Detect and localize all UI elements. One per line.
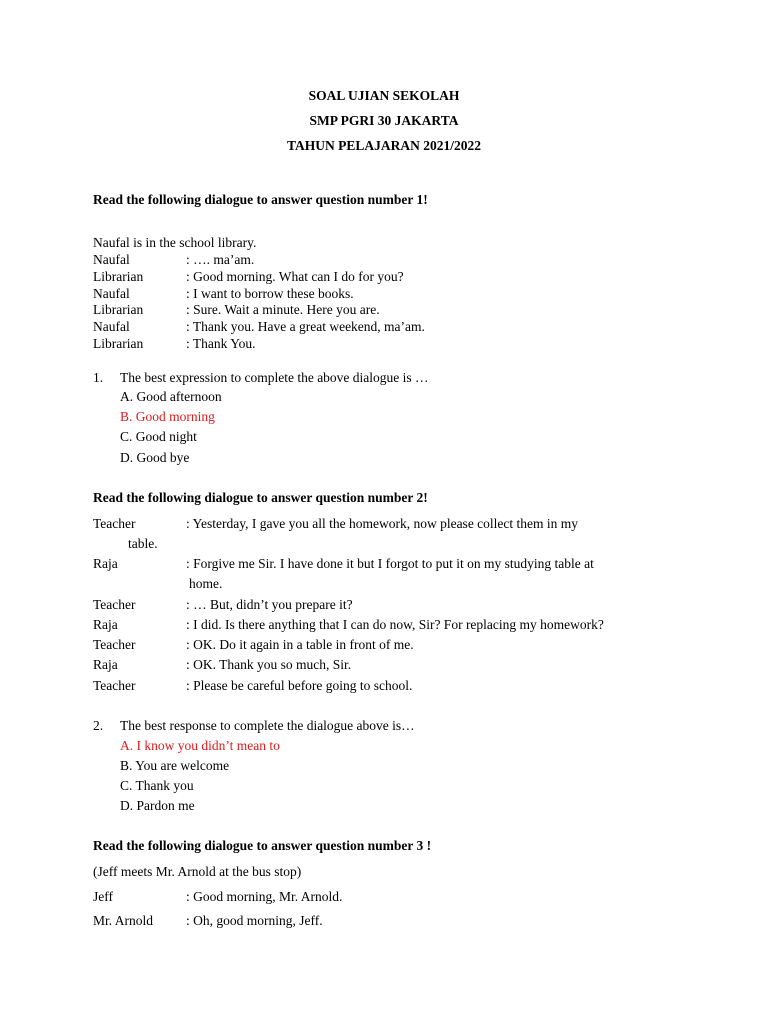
utterance: : Oh, good morning, Jeff. <box>186 913 323 928</box>
speaker: Librarian <box>93 302 144 317</box>
school-name: SMP PGRI 30 JAKARTA <box>309 113 459 128</box>
utterance: : OK. Thank you so much, Sir. <box>186 657 352 672</box>
speaker: Librarian <box>93 269 144 284</box>
q2-option-d[interactable]: D. Pardon me <box>120 798 195 813</box>
utterance: : …. ma’am. <box>186 252 255 267</box>
q1-instruction: Read the following dialogue to answer question number 1! <box>93 192 428 207</box>
utterance: : Good morning. What can I do for you? <box>186 269 404 284</box>
dialogue-line <box>93 913 323 929</box>
q1-question <box>93 370 429 386</box>
q2-question <box>93 718 415 734</box>
utterance: : Please be careful before going to school. <box>186 678 413 693</box>
dialogue-line <box>93 286 354 302</box>
dialogue-line <box>93 678 412 694</box>
utterance: : … But, didn’t you prepare it? <box>186 597 353 612</box>
utterance: : I want to borrow these books. <box>186 286 354 301</box>
q2-option-a-correct[interactable]: A. I know you didn’t mean to <box>120 738 280 753</box>
utterance-continuation: table. <box>128 536 158 551</box>
dialogue-line <box>93 617 604 633</box>
speaker: Naufal <box>93 286 130 301</box>
speaker: Librarian <box>93 336 144 351</box>
dialogue-line <box>93 637 414 653</box>
q1-intro: Naufal is in the school library. <box>93 235 257 250</box>
speaker: Teacher <box>93 597 136 612</box>
academic-year: TAHUN PELAJARAN 2021/2022 <box>286 138 481 153</box>
speaker: Teacher <box>93 678 136 693</box>
speaker: Teacher <box>93 637 136 652</box>
q1-option-c[interactable]: C. Good night <box>120 429 197 444</box>
speaker: Naufal <box>93 319 130 334</box>
question-text: The best response to complete the dialogue above is… <box>120 718 415 733</box>
exam-title: SOAL UJIAN SEKOLAH <box>308 88 460 103</box>
speaker: Raja <box>93 556 118 571</box>
utterance: : Yesterday, I gave you all the homework, now please collect them in my <box>186 516 579 531</box>
speaker: Raja <box>93 657 118 672</box>
dialogue-line <box>93 336 256 352</box>
speaker: Jeff <box>93 889 113 904</box>
q3-intro: (Jeff meets Mr. Arnold at the bus stop) <box>93 864 302 879</box>
question-number: 2. <box>93 718 104 733</box>
q3-instruction: Read the following dialogue to answer question number 3 ! <box>93 838 432 853</box>
utterance-continuation: home. <box>189 576 223 591</box>
dialogue-line <box>93 657 351 673</box>
dialogue-line <box>93 302 380 318</box>
utterance: : Forgive me Sir. I have done it but I forgot to put it on my studying table at <box>186 556 594 571</box>
utterance: : Sure. Wait a minute. Here you are. <box>186 302 380 317</box>
q1-option-a[interactable]: A. Good afternoon <box>120 389 222 404</box>
dialogue-line <box>93 556 594 572</box>
utterance: : Thank you. Have a great weekend, ma’am. <box>186 319 425 334</box>
dialogue-line <box>93 597 353 613</box>
q2-option-c[interactable]: C. Thank you <box>120 778 194 793</box>
speaker: Naufal <box>93 252 130 267</box>
question-text: The best expression to complete the above dialogue is … <box>120 370 429 385</box>
utterance: : I did. Is there anything that I can do now, Sir? For replacing my homework? <box>186 617 604 632</box>
question-number: 1. <box>93 370 104 385</box>
utterance: : Good morning, Mr. Arnold. <box>186 889 343 904</box>
speaker: Teacher <box>93 516 136 531</box>
q2-option-b[interactable]: B. You are welcome <box>120 758 230 773</box>
q1-option-d[interactable]: D. Good bye <box>120 450 190 465</box>
dialogue-line <box>93 889 342 905</box>
utterance: : Thank You. <box>186 336 256 351</box>
dialogue-line <box>93 516 578 532</box>
q2-instruction: Read the following dialogue to answer question number 2! <box>93 490 428 505</box>
utterance: : OK. Do it again in a table in front of me. <box>186 637 414 652</box>
dialogue-line <box>93 269 404 285</box>
dialogue-line <box>93 252 254 268</box>
speaker: Mr. Arnold <box>93 913 154 928</box>
speaker: Raja <box>93 617 118 632</box>
q1-option-b-correct[interactable]: B. Good morning <box>120 409 215 424</box>
dialogue-line <box>93 319 425 335</box>
